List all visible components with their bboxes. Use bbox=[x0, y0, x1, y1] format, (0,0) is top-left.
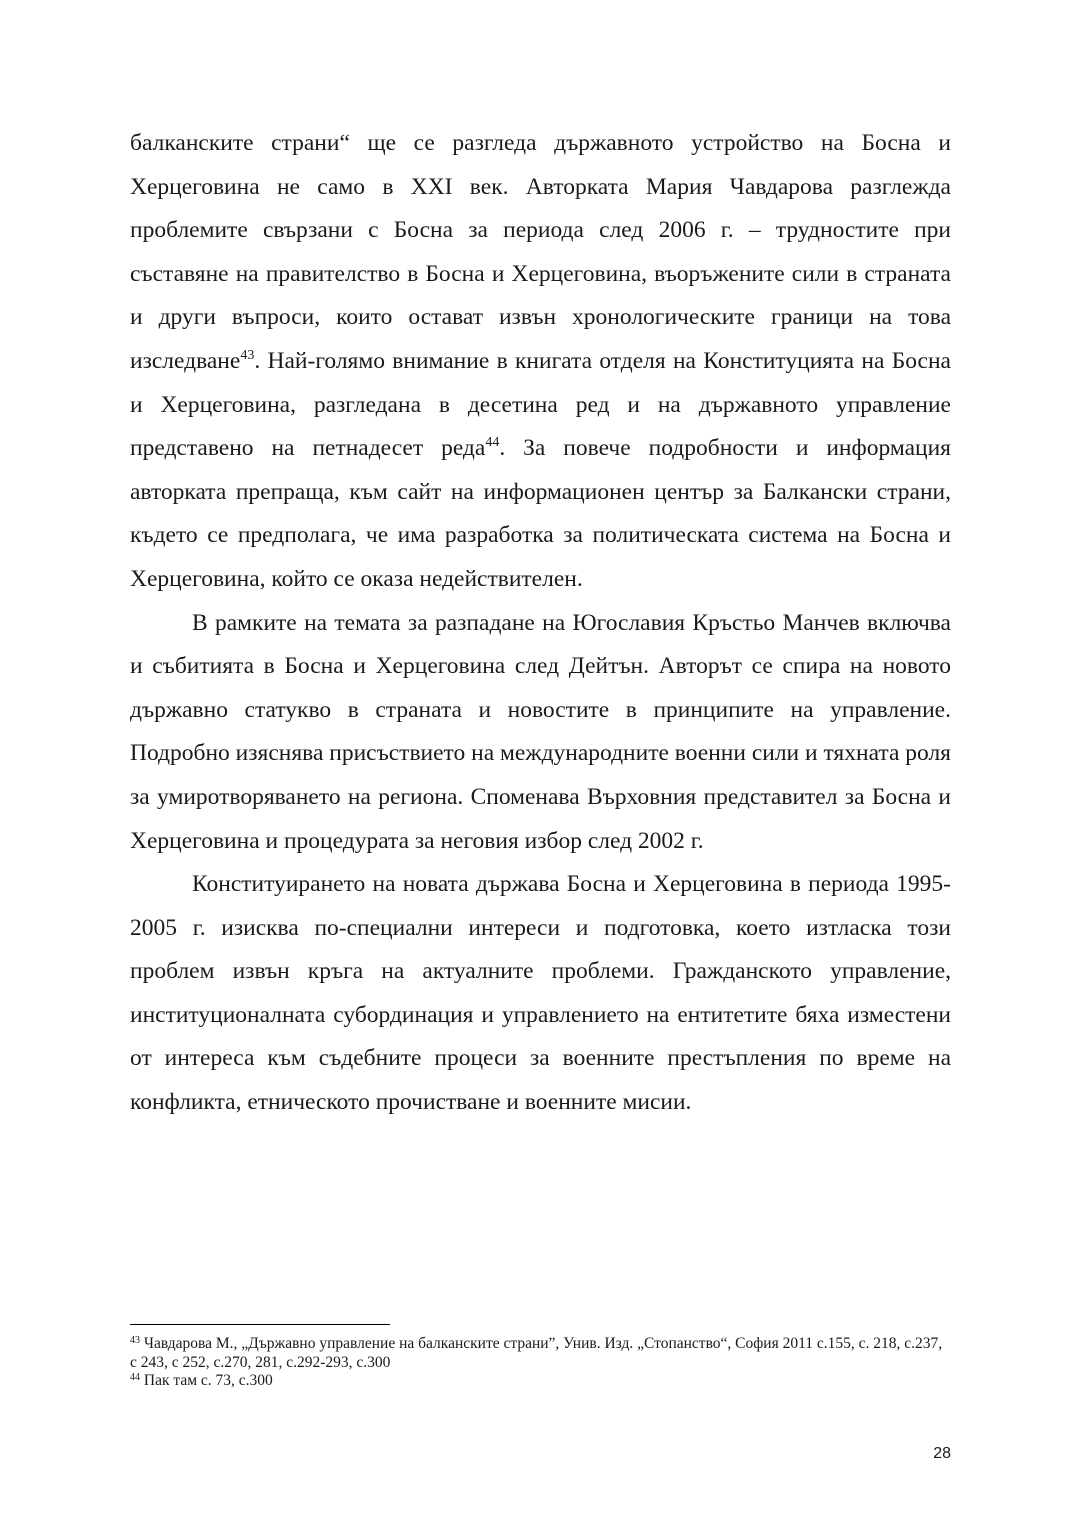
footnote-43 bbox=[130, 1335, 951, 1372]
footnote-44-text: Пак там с. 73, с.300 bbox=[140, 1372, 273, 1389]
paragraph-1 bbox=[130, 122, 951, 602]
paragraph-3: Конституирането на новата държава Босна и Херцеговина в периода 1995-2005 г. изисква по-специални интереси и подготовка, което изтласка този проблем извън кръга на актуалните проблеми. Гражданското управление, институционалната субординация и управлението на ентитетите бяха изместени от интереса към съдебните процеси за военните престъпления по време на конфликта, етническото прочистване и военните мисии. bbox=[130, 871, 951, 1116]
footnotes bbox=[130, 1335, 951, 1391]
footnote-ref-43[interactable]: 43 bbox=[240, 347, 255, 363]
footnote-43-number: 43 bbox=[130, 1335, 140, 1346]
paragraph-1-part-c: . За повече подробности и информация авторката препраща, към сайт на информационен център за Балкански страни, където се предполага, че има разработка за политическата система на Босна и Херцеговина, който се оказа недействителен. bbox=[130, 435, 951, 592]
paragraph-1-part-b: . Най-голямо внимание в книгата отделя на Конституцията на Босна и Херцеговина, разгледана в десетина ред и на държавното управление представено на петнадесет реда bbox=[130, 347, 951, 462]
footnote-44 bbox=[130, 1372, 951, 1391]
paragraph-2: В рамките на темата за разпадане на Югославия Кръстьо Манчев включва и събитията в Босна и Херцеговина след Дейтън. Авторът се спира на новото държавно статукво в страната и новостите в принципите на управление. Подробно изяснява присъствието на международните военни сили и тяхната роля за умиротворяването на региона. Споменава Върховния представител за Босна и Херцеговина и процедурата за неговия избор след 2002 г. bbox=[130, 609, 951, 854]
footnote-ref-44[interactable]: 44 bbox=[485, 435, 500, 451]
paragraph-1-part-a: балканските страни“ ще се разгледа държавното устройство на Босна и Херцеговина не само в XXI век. Авторката Мария Чавдарова разглежда проблемите свързани с Босна за периода след 2006 г. – трудностите при съставяне на правителство в Босна и Херцеговина, въоръжените сили в страната и други въпроси, които остават извън хронологическите граници на това изследване bbox=[130, 130, 951, 374]
footnote-43-text: Чавдарова М., „Държавно управление на балканските страни”, Унив. Изд. „Стопанство“, София 2011 с.155, с. 218, с.237, с 243, с 252, с.270, 281, с.292-293, с.300 bbox=[130, 1335, 943, 1371]
main-text bbox=[130, 122, 951, 1125]
footnote-44-number: 44 bbox=[130, 1372, 140, 1383]
footnote-separator bbox=[130, 1324, 390, 1325]
page-number: 28 bbox=[933, 1445, 951, 1462]
